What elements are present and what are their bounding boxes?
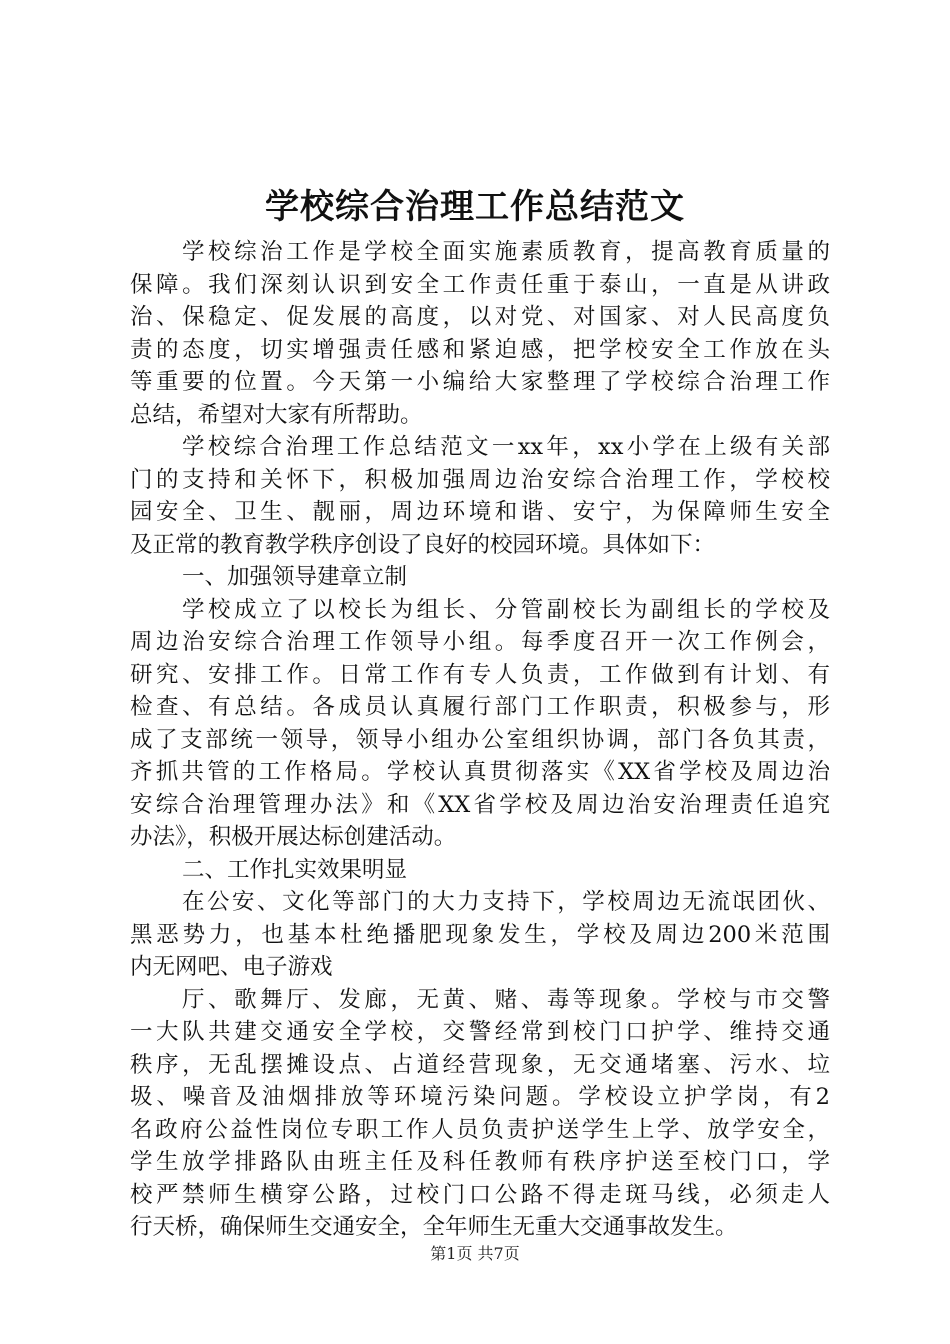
text-line: 安综合治理管理办法》和《XX省学校及周边治安治理责任追究 (130, 791, 830, 818)
text-line: 圾、噪音及油烟排放等环境污染问题。学校设立护学岗，有2 (130, 1084, 830, 1110)
document-body (130, 236, 830, 1244)
page-footer: 第1页 共7页 (430, 1244, 520, 1263)
text-line: 学校综治工作是学校全面实施素质教育，提高教育质量的 (182, 239, 830, 265)
section-heading: 一、加强领导建章立制 (182, 564, 408, 590)
text-line: 学生放学排路队由班主任及科任教师有秩序护送至校门口，学 (130, 1149, 830, 1175)
text-line: 一大队共建交通安全学校，交警经常到校门口护学、维持交通 (130, 1019, 830, 1045)
text-line: 保障。我们深刻认识到安全工作责任重于泰山，一直是从讲政 (130, 271, 830, 298)
document-title: 学校综合治理工作总结范文 (265, 187, 685, 227)
text-line: 门的支持和关怀下，积极加强周边治安综合治理工作，学校校 (130, 466, 830, 493)
text-line: 责的态度，切实增强责任感和紧迫感，把学校安全工作放在头 (130, 336, 830, 363)
text-line: 秩序，无乱摆摊设点、占道经营现象，无交通堵塞、污水、垃 (130, 1051, 830, 1078)
text-line: 行天桥，确保师生交通安全，全年师生无重大交通事故发生。 (130, 1214, 738, 1240)
text-line: 治、保稳定、促发展的高度，以对党、对国家、对人民高度负 (130, 304, 830, 330)
text-line: 成了支部统一领导，领导小组办公室组织协调，部门各负其责， (130, 726, 830, 753)
text-line: 名政府公益性岗位专职工作人员负责护送学生上学、放学安全， (130, 1116, 830, 1143)
text-line: 及正常的教育教学秩序创设了良好的校园环境。具体如下： (130, 531, 716, 558)
text-line: 在公安、文化等部门的大力支持下，学校周边无流氓团伙、 (182, 889, 830, 915)
text-line: 学校成立了以校长为组长、分管副校长为副组长的学校及 (182, 596, 830, 623)
text-line: 办法》，积极开展达标创建活动。 (130, 824, 457, 850)
text-line: 园安全、卫生、靓丽，周边环境和谐、安宁，为保障师生安全 (130, 499, 830, 525)
text-line: 黑恶势力，也基本杜绝播肥现象发生，学校及周边200米范围 (130, 921, 830, 948)
text-line: 厅、歌舞厅、发廊，无黄、赌、毒等现象。学校与市交警 (182, 986, 830, 1013)
text-line: 检查、有总结。各成员认真履行部门工作职责，积极参与，形 (130, 694, 830, 720)
text-line: 内无网吧、电子游戏 (130, 954, 333, 980)
text-line: 周边治安综合治理工作领导小组。每季度召开一次工作例会， (130, 629, 830, 655)
text-line: 齐抓共管的工作格局。学校认真贯彻落实《XX省学校及周边治 (130, 759, 830, 785)
text-line: 校严禁师生横穿公路，过校门口公路不得走斑马线，必须走人 (130, 1181, 830, 1208)
text-line: 总结，希望对大家有所帮助。 (130, 401, 423, 428)
text-line: 研究、安排工作。日常工作有专人负责，工作做到有计划、有 (130, 661, 830, 688)
section-heading: 二、工作扎实效果明显 (182, 856, 408, 883)
text-line: 学校综合治理工作总结范文一xx年，xx小学在上级有关部 (182, 434, 830, 460)
text-line: 等重要的位置。今天第一小编给大家整理了学校综合治理工作 (130, 369, 830, 395)
